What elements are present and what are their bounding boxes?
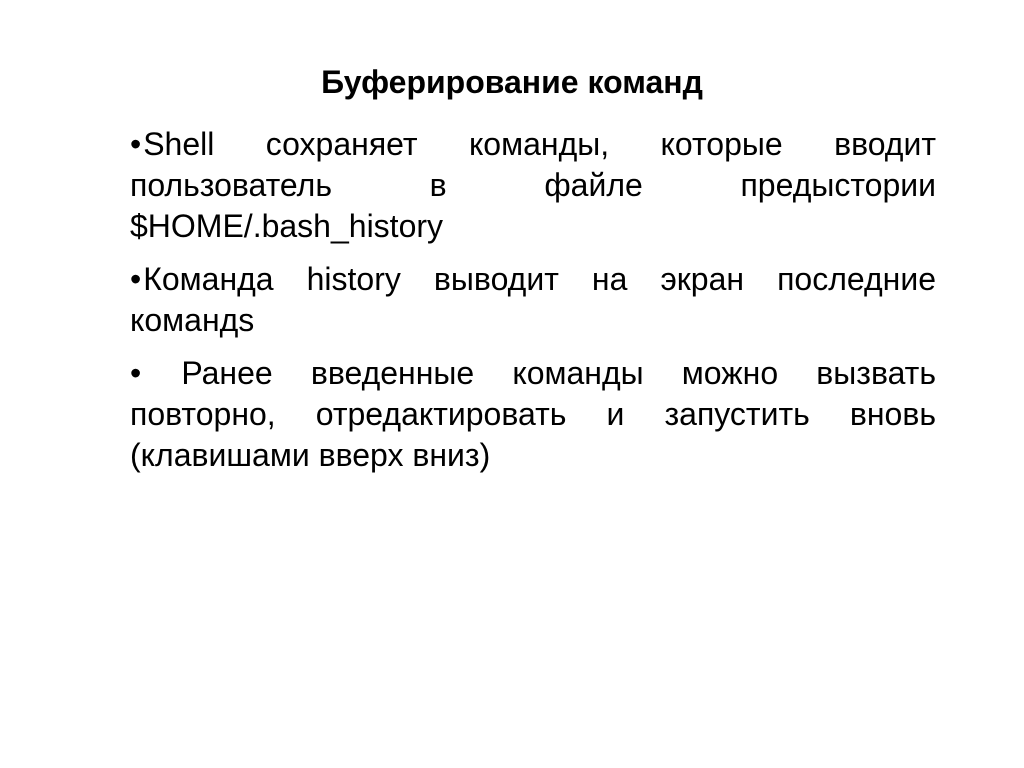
- bullet-text: Shell сохраняет команды, которые вводит пользователь в файле предыстории $HOME/.bash_history: [130, 126, 936, 244]
- bullet-list: [130, 124, 936, 488]
- slide-title: Буферирование команд: [321, 64, 703, 100]
- bullet-item: [130, 353, 936, 476]
- bullet-item: [130, 259, 936, 341]
- bullet-text: Команда history выводит на экран последние командs: [130, 261, 936, 338]
- bullet-marker: •: [130, 126, 142, 162]
- bullet-marker: •: [130, 355, 142, 391]
- bullet-text: Ранее введенные команды можно вызвать повторно, отредактировать и запустить вновь (клавишами вверх вниз): [130, 355, 936, 473]
- bullet-marker: •: [130, 261, 142, 297]
- bullet-item: [130, 124, 936, 247]
